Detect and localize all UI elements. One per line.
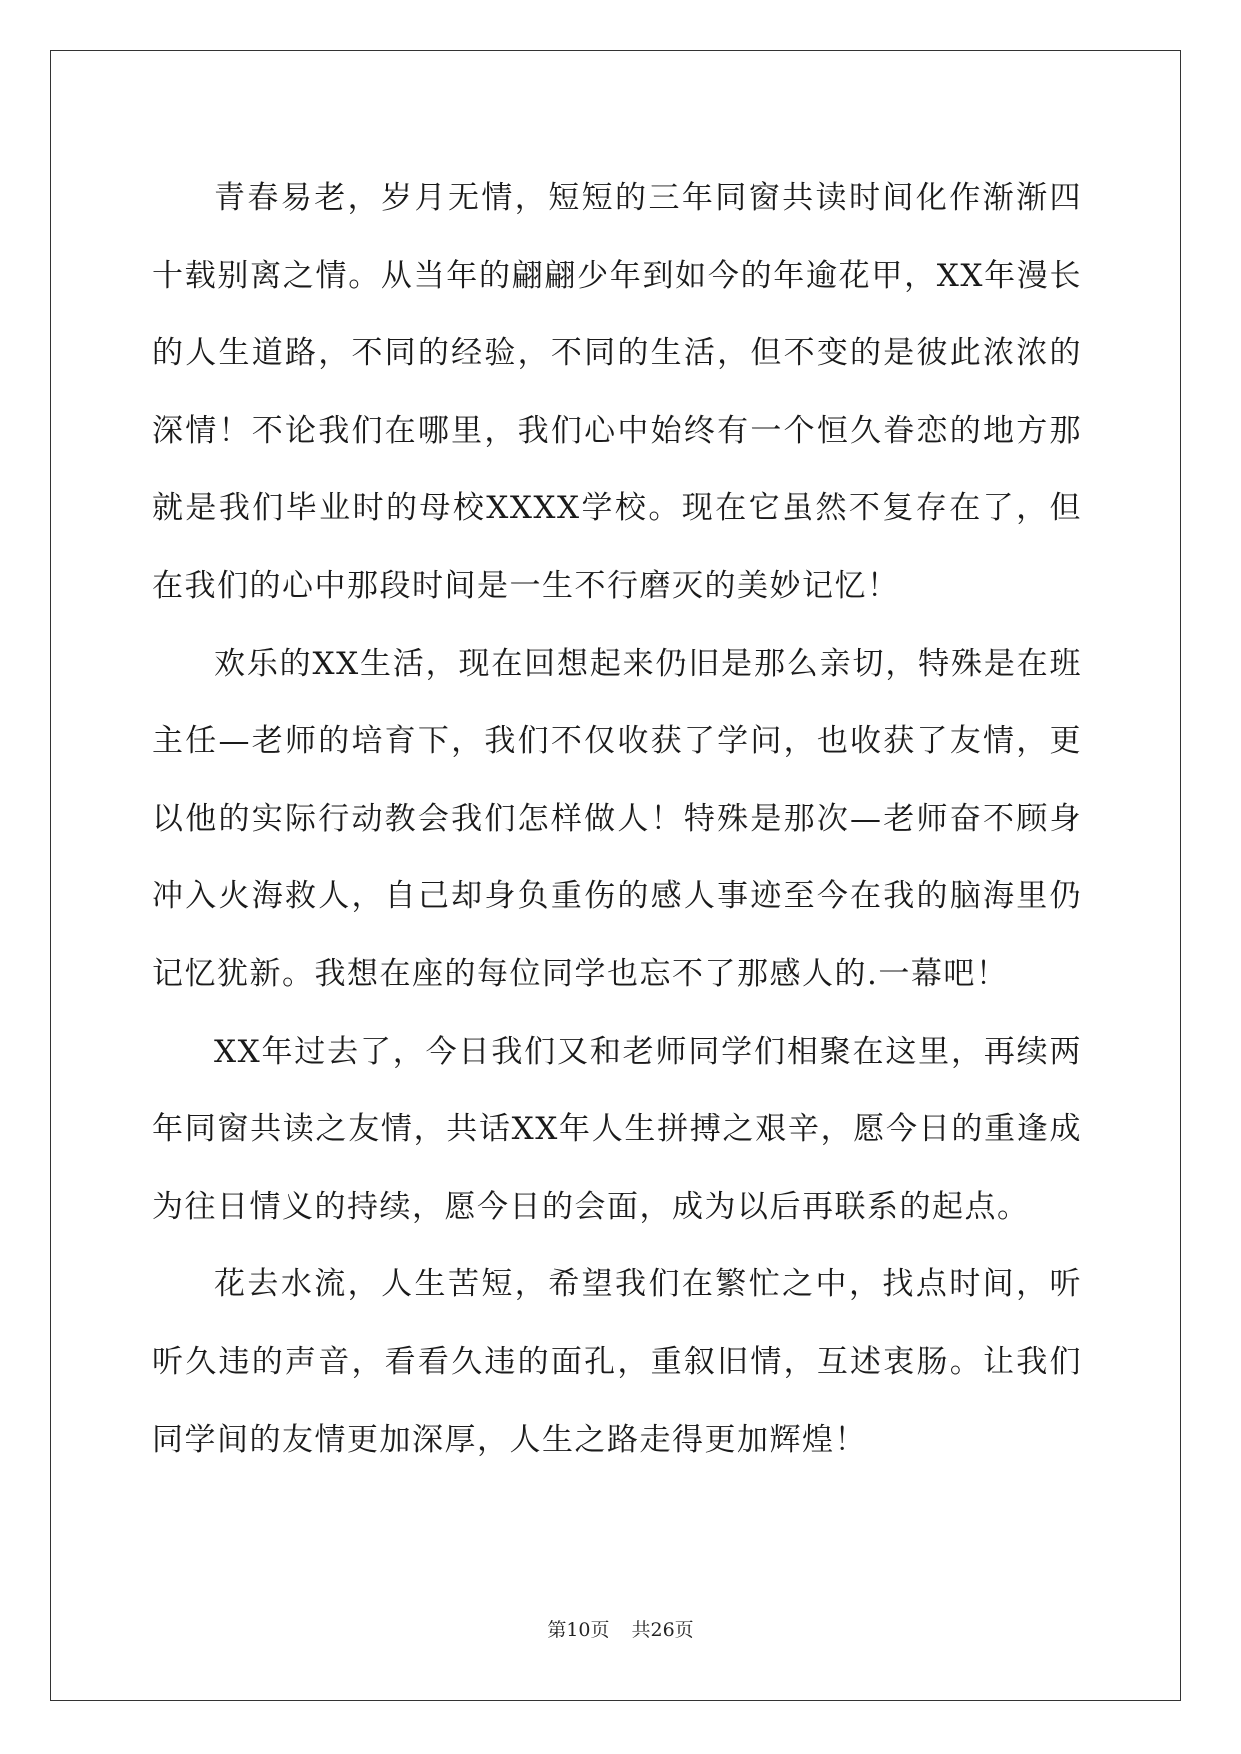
paragraph-3: XX年过去了，今日我们又和老师同学们相聚在这里，再续两年同窗共读之友情，共话XX年人生拼搏之艰辛，愿今日的重逢成为往日情义的持续，愿今日的会面，成为以后再联系的起点。 <box>152 1033 1082 1225</box>
paragraph-2: 欢乐的XX生活，现在回想起来仍旧是那么亲切，特殊是在班主任—老师的培育下，我们不仅收获了学问，也收获了友情，更以他的实际行动教会我们怎样做人！特殊是那次—老师奋不顾身冲入火海救人，自己却身负重伤的感人事迹至今在我的脑海里仍记忆犹新。我想在座的每位同学也忘不了那感人的.一幕吧！ <box>152 645 1082 992</box>
page-number-total: 共26页 <box>631 1619 694 1641</box>
page-footer <box>0 1615 1241 1642</box>
document-body <box>152 160 1082 1479</box>
paragraph-4: 花去水流，人生苦短，希望我们在繁忙之中，找点时间，听听久违的声音，看看久违的面孔，重叙旧情，互述衷肠。让我们同学间的友情更加深厚，人生之路走得更加辉煌！ <box>152 1266 1082 1458</box>
paragraph-1: 青春易老，岁月无情，短短的三年同窗共读时间化作渐渐四十载别离之情。从当年的翩翩少年到如今的年逾花甲，XX年漫长的人生道路，不同的经验，不同的生活，但不变的是彼此浓浓的深情！不论我们在哪里，我们心中始终有一个恒久眷恋的地方那就是我们毕业时的母校XXXX学校。现在它虽然不复存在了，但在我们的心中那段时间是一生不行磨灭的美妙记忆！ <box>152 180 1082 604</box>
page-number-current: 第10页 <box>547 1619 610 1641</box>
